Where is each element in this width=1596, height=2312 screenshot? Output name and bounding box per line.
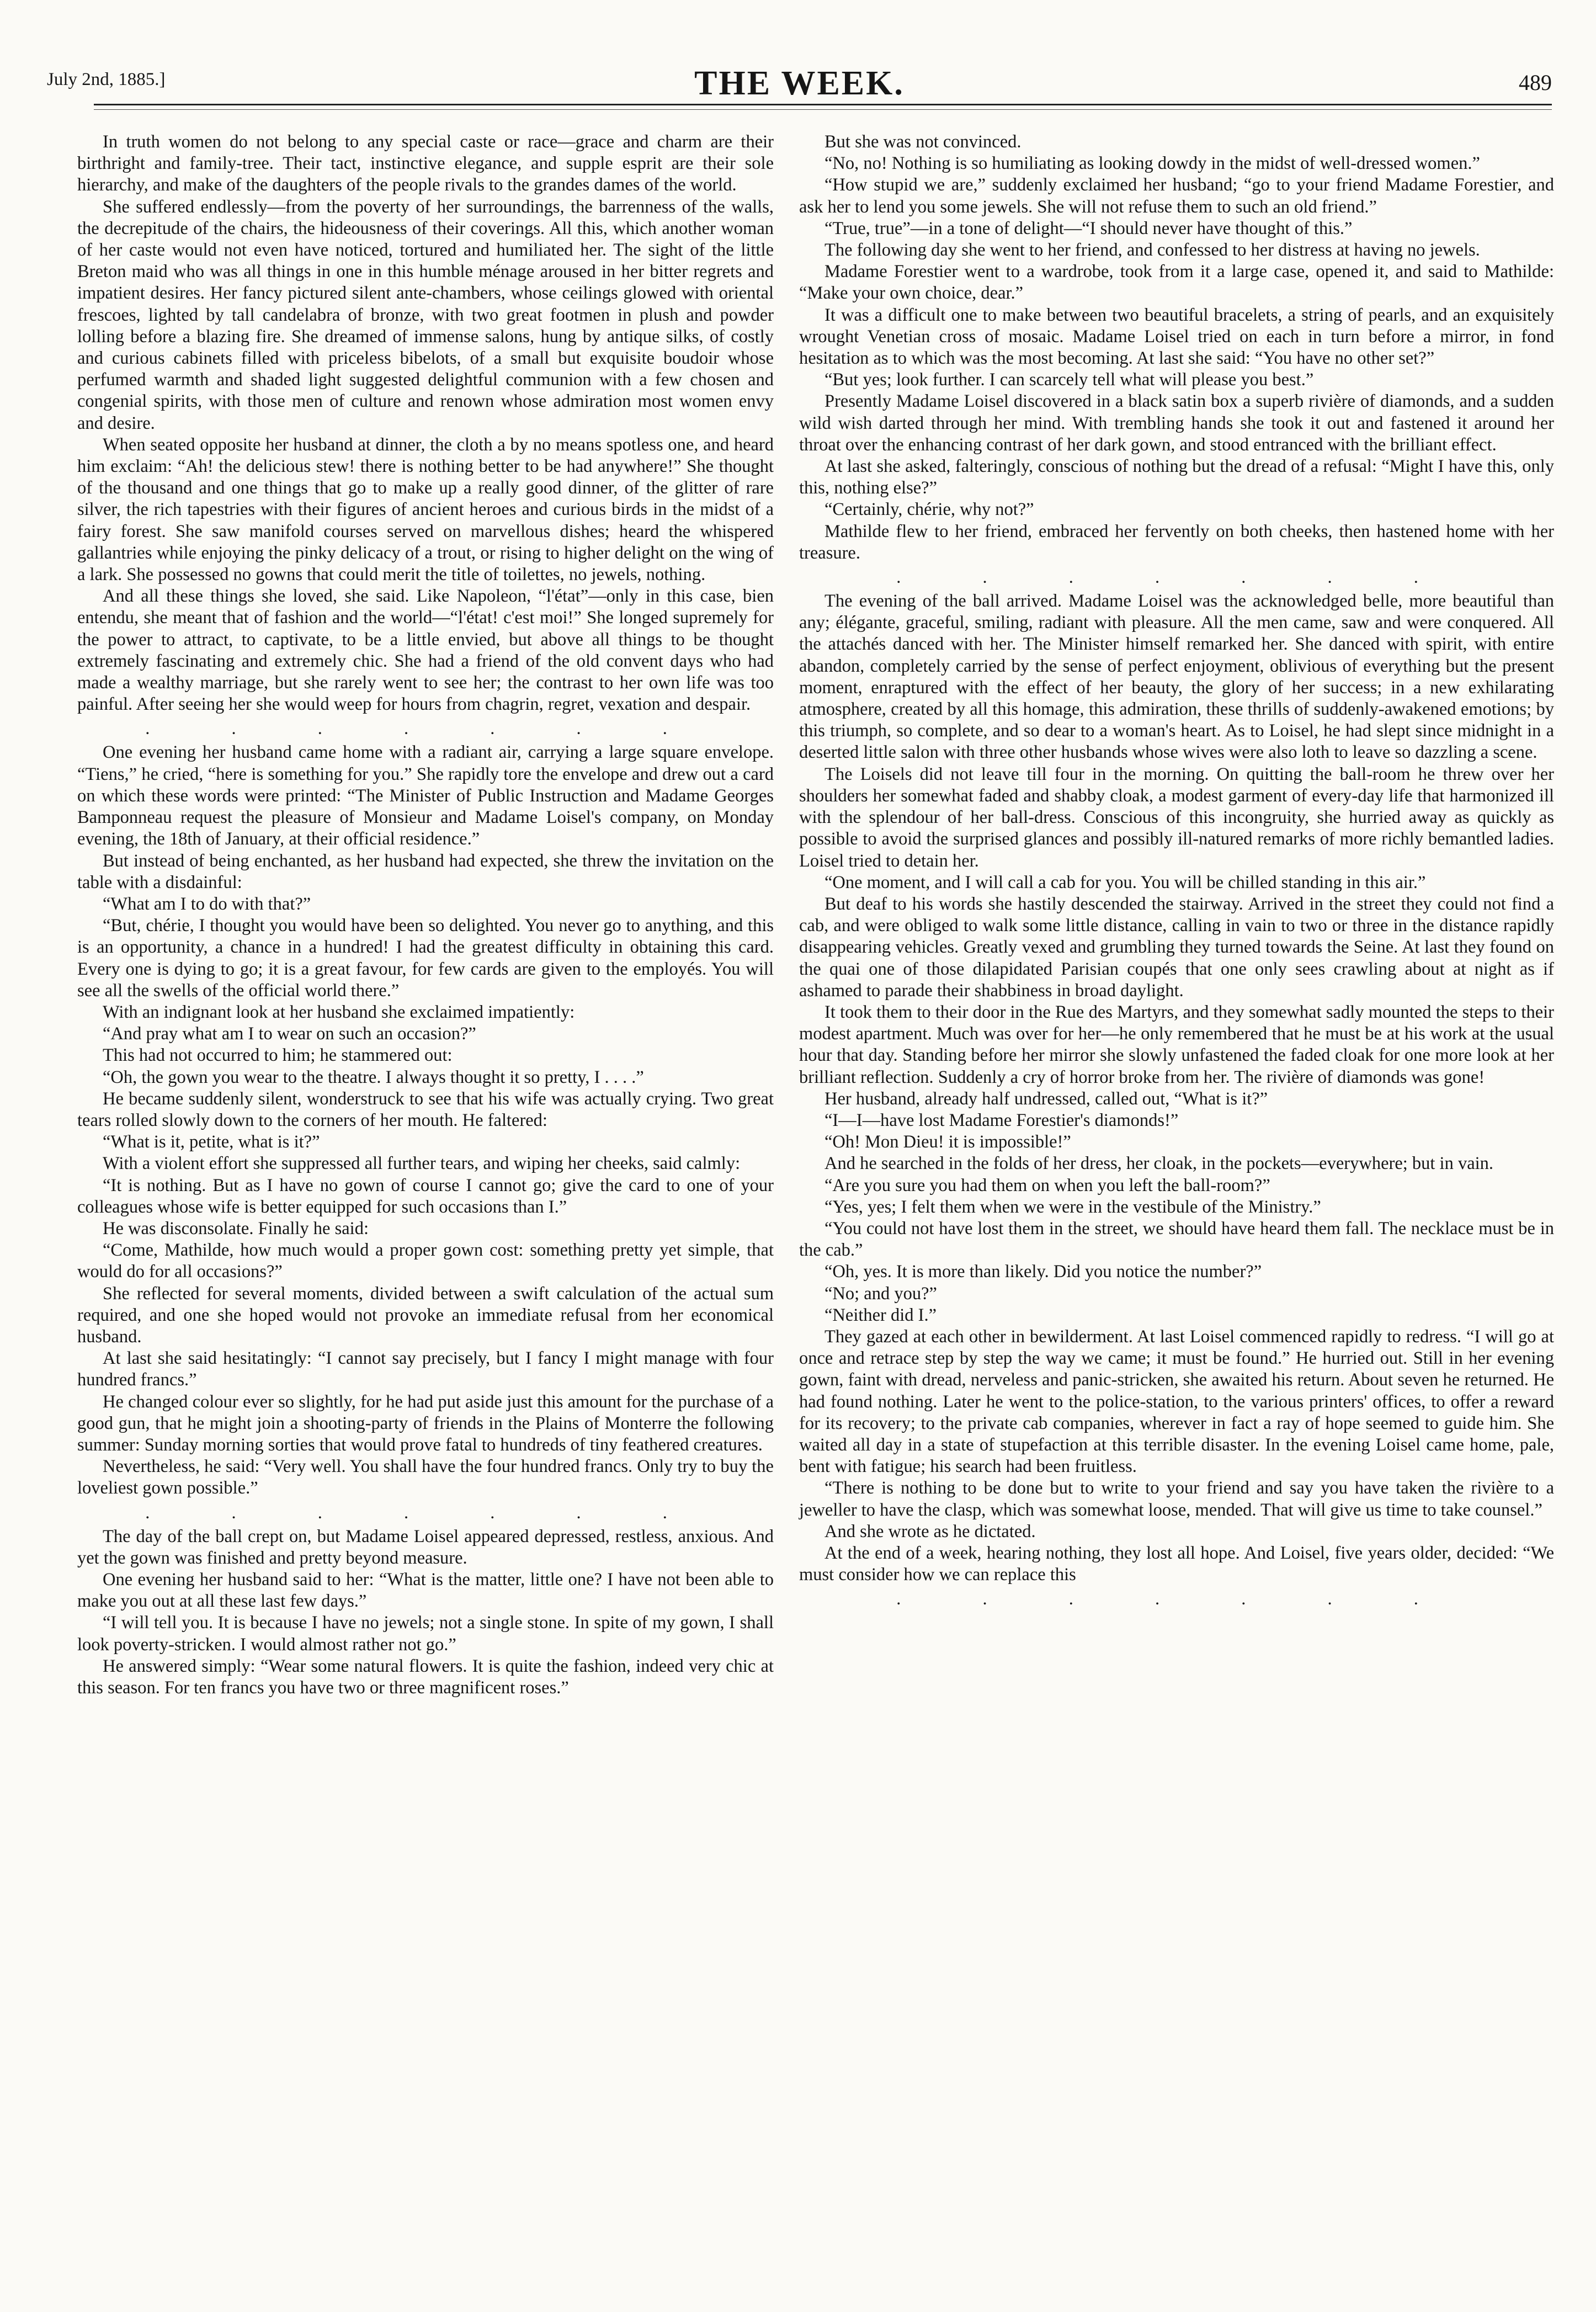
paragraph: One evening her husband said to her: “What is the matter, little one? I have not been able to make you out at all these last few days.” xyxy=(77,1570,774,1612)
paragraph: He changed colour ever so slightly, for he had put aside just this amount for the purchase of a good gun, that he might join a shooting-party of friends in the Plains of Monterre the following summer: Sunday morning sorties that would prove fatal to hundreds of tiny feathered creatures. xyxy=(77,1391,774,1455)
paragraph: “Oh, the gown you wear to the theatre. I always thought it so pretty, I . . . .” xyxy=(103,1067,644,1087)
header-rule xyxy=(94,104,1552,105)
paragraph: He became suddenly silent, wonderstruck to see that his wife was actually crying. Two great tears rolled slowly down to the corners of her mouth. He faltered: xyxy=(77,1088,774,1130)
section-break: . . . . . . . xyxy=(896,567,1457,588)
paragraph: Madame Forestier went to a wardrobe, took from it a large case, opened it, and said to Mathilde: “Make your own choice, dear.” xyxy=(799,262,1554,304)
paragraph: And all these things she loved, she said. Like Napoleon, “l'état”—only in this case, bien entendu, she meant that of fashion and the world—“l'état! c'est moi!” She longed supremely for the power to attract, to captivate, to be a little envied, but above all things to be thought extremely fascinating and extremely chic. She had a friend of the old convent days who had made a wealthy marriage, but she rarely went to see her; the contrast to her own life was too painful. After seeing her she would weep for hours from chagrin, regret, vexation and despair. xyxy=(77,586,774,715)
paragraph: Her husband, already half undressed, called out, “What is it?” xyxy=(824,1088,1268,1109)
paragraph: “How stupid we are,” suddenly exclaimed her husband; “go to your friend Madame Forestier, and ask her to lend you some jewels. She will not refuse them to such an old friend.” xyxy=(799,175,1554,217)
paragraph: “And pray what am I to wear on such an occasion?” xyxy=(103,1024,476,1044)
paragraph: “Oh, yes. It is more than likely. Did you notice the number?” xyxy=(824,1262,1262,1282)
section-break: . . . . . . . xyxy=(896,1589,1457,1609)
paragraph: The following day she went to her friend, and confessed to her distress at having no jewels. xyxy=(824,240,1480,261)
paragraph: She reflected for several moments, divided between a swift calculation of the actual sum required, and one she hoped would not provoke an immediate refusal from her economical husband. xyxy=(77,1283,774,1347)
paragraph: With a violent effort she suppressed all further tears, and wiping her cheeks, said calmly: xyxy=(103,1154,741,1174)
paragraph: “There is nothing to be done but to write to your friend and say you have taken the rivière to a jeweller to have the clasp, which was somewhat loose, mended. That will give us time to take counsel.” xyxy=(799,1478,1554,1520)
paragraph: At last she asked, falteringly, conscious of nothing but the dread of a refusal: “Might I have this, only this, nothing else?” xyxy=(799,456,1554,498)
paragraph: The Loisels did not leave till four in the morning. On quitting the ball-room he threw over her shoulders her somewhat faded and shabby cloak, a modest garment of every-day life that harmonized ill with the splendour of her ball-dress. Conscious of this incongruity, she hurried away as quickly as possible to avoid the surprised glances and possibly ill-natured remarks of more richly bemantled ladies. Loisel tried to detain her. xyxy=(799,764,1554,871)
paragraph: Nevertheless, he said: “Very well. You shall have the four hundred francs. Only try to buy the loveliest gown possible.” xyxy=(77,1457,774,1498)
paragraph: “Come, Mathilde, how much would a proper gown cost: something pretty yet simple, that would do for all occasions?” xyxy=(77,1240,774,1282)
paragraph: “True, true”—in a tone of delight—“I should never have thought of this.” xyxy=(824,218,1353,238)
paragraph: “No; and you?” xyxy=(824,1283,937,1304)
paragraph: “Certainly, chérie, why not?” xyxy=(824,499,1034,520)
paragraph: It was a difficult one to make between two beautiful bracelets, a string of pearls, and an exquisitely wrought Venetian cross of mosaic. Madame Loisel tried on each in turn before a mirror, in fond hesitation as to which was the most becoming. At last she said: “You have no other set?” xyxy=(799,305,1554,369)
paragraph: One evening her husband came home with a radiant air, carrying a large square envelope. “Tiens,” he cried, “here is something for you.” She rapidly tore the envelope and drew out a card on which these words were printed: “The Minister of Public Instruction and Madame Georges Bamponneau request the pleasure of Monsieur and Madame Loisel's company, on Monday evening, the 18th of January, at their official residence.” xyxy=(77,742,774,849)
paragraph: In truth women do not belong to any special caste or race—grace and charm are their birthright and family-tree. Their tact, instinctive elegance, and supple esprit are their sole hierarchy, and make of the daughters of the people rivals to the grandes dames of the world. xyxy=(77,132,774,195)
paragraph: “One moment, and I will call a cab for you. You will be chilled standing in this air.” xyxy=(824,872,1426,892)
paragraph: “You could not have lost them in the street, we should have heard them fall. The necklace must be in the cab.” xyxy=(799,1218,1554,1261)
section-break: . . . . . . . xyxy=(145,719,706,739)
paragraph: At last she said hesitatingly: “I cannot say precisely, but I fancy I might manage with four hundred francs.” xyxy=(77,1348,774,1390)
paragraph: Mathilde flew to her friend, embraced her fervently on both cheeks, then hastened home with her treasure. xyxy=(799,521,1554,563)
page-number: 489 xyxy=(1519,70,1552,95)
paragraph: But she was not convinced. xyxy=(824,132,1022,152)
paragraph: “Are you sure you had them on when you left the ball-room?” xyxy=(824,1175,1270,1195)
paragraph: “But, chérie, I thought you would have been so delighted. You never go to anything, and this is an opportunity, a chance in a hundred! I had the greatest difficulty in obtaining this card. Every one is dying to go; it is a great favour, for few cards are given to the employés. You will see all the swells of the official world there.” xyxy=(77,916,774,1001)
paragraph: This had not occurred to him; he stammered out: xyxy=(103,1045,453,1066)
paragraph: At the end of a week, hearing nothing, they lost all hope. And Loisel, five years older, decided: “We must consider how we can replace this xyxy=(799,1543,1554,1585)
masthead-title: THE WEEK. xyxy=(694,65,905,102)
paragraph: He was disconsolate. Finally he said: xyxy=(103,1218,369,1239)
paragraph: Presently Madame Loisel discovered in a black satin box a superb rivière of diamonds, and a sudden wild wish darted through her mind. With trembling hands she took it out and fastened it around her throat over the enhancing contrast of her dark gown, and stood entranced with the brilliant effect. xyxy=(799,391,1554,455)
paragraph: “But yes; look further. I can scarcely tell what will please you best.” xyxy=(824,370,1314,390)
section-break: . . . . . . . xyxy=(145,1502,706,1523)
paragraph: The day of the ball crept on, but Madame Loisel appeared depressed, restless, anxious. And yet the gown was finished and pretty beyond measure. xyxy=(77,1526,774,1568)
paragraph: It took them to their door in the Rue des Martyrs, and they somewhat sadly mounted the steps to their modest apartment. Much was over for her—he only remembered that he must be at his work at the usual hour that day. Standing before her mirror she slowly unfastened the faded cloak for one more look at her brilliant reflection. Suddenly a cry of horror broke from her. The rivière of diamonds was gone! xyxy=(799,1002,1554,1087)
paragraph: “It is nothing. But as I have no gown of course I cannot go; give the card to one of your colleagues whose wife is better equipped for such occasions than I.” xyxy=(77,1175,774,1217)
paragraph: But instead of being enchanted, as her husband had expected, she threw the invitation on the table with a disdainful: xyxy=(77,851,774,892)
issue-date: July 2nd, 1885.] xyxy=(47,70,166,89)
paragraph: “What am I to do with that?” xyxy=(103,894,311,914)
paragraph: She suffered endlessly—from the poverty of her surroundings, the barrenness of the walls, the decrepitude of the chairs, the hideousness of their coverings. All this, which another woman of her caste would not even have noticed, tortured and humiliated her. The sight of the little Breton maid who was all things in one in this humble ménage aroused in her bitter regrets and impatient desires. Her fancy pictured silent ante-chambers, whose ceilings glowed with oriental frescoes, lighted by tall candelabra of bronze, with two great footmen in plush and powder lolling before a blazing fire. She dreamed of immense salons, hung by antique silks, of costly and curious cabinets filled with priceless bibelots, of a small but exquisite boudoir whose perfumed warmth and shaded light suggested delightful communion with a few chosen and congenial spirits, with those men of culture and renown whose admiration most women envy and desire. xyxy=(77,196,774,433)
right-column xyxy=(799,131,1554,1612)
paragraph: “What is it, petite, what is it?” xyxy=(103,1132,320,1152)
paragraph: “I—I—have lost Madame Forestier's diamonds!” xyxy=(824,1110,1179,1130)
paragraph: “I will tell you. It is because I have no jewels; not a single stone. In spite of my gown, I shall look poverty-stricken. I would almost rather not go.” xyxy=(77,1613,774,1655)
paragraph: The evening of the ball arrived. Madame Loisel was the acknowledged belle, more beautiful than any; élégante, graceful, smiling, radiant with pleasure. All the men came, saw and were conquered. All the attachés danced with her. The Minister himself remarked her. She danced with spirit, with entire abandon, completely carried by the sense of perfect enjoyment, oblivious of everything but the present moment, enraptured with the effect of her beauty, the glory of her success; in a new exhilarating atmosphere, created by all this homage, this admiration, these thrills of suddenly-awakened emotions; by this triumph, so complete, and so dear to a woman's heart. As to Loisel, he had slept since midnight in a deserted little salon with three other husbands whose wives were also loth to leave so dazzling a scene. xyxy=(799,591,1554,763)
paragraph: “Oh! Mon Dieu! it is impossible!” xyxy=(824,1132,1071,1152)
header-rule-thin xyxy=(94,109,1552,110)
paragraph: “Neither did I.” xyxy=(824,1305,937,1325)
left-column xyxy=(77,131,774,1699)
page-header xyxy=(47,64,1552,103)
paragraph: When seated opposite her husband at dinner, the cloth a by no means spotless one, and heard him exclaim: “Ah! the delicious stew! there is nothing better to be had anywhere!” She thought of the thousand and one things that go to make up a really good dinner, of the glitter of rare silver, the rich tapestries with their figures of ancient heroes and curious birds in the midst of a fairy forest. She saw manifold courses served on marvellous dishes; heard the whispered gallantries while enjoying the pinky delicacy of a trout, or rising to higher delight on the wing of a lark. She possessed no gowns that could merit the title of toilettes, no jewels, nothing. xyxy=(77,434,774,585)
paragraph: “No, no! Nothing is so humiliating as looking dowdy in the midst of well-dressed women.” xyxy=(824,153,1480,174)
paragraph: “Yes, yes; I felt them when we were in the vestibule of the Ministry.” xyxy=(824,1197,1321,1217)
paragraph: They gazed at each other in bewilderment. At last Loisel commenced rapidly to redress. “I will go at once and retrace step by step the way we came; it must be found.” He hurried out. Still in her evening gown, faint with dread, nerveless and panic-stricken, she awaited his return. About seven he returned. He had found nothing. Later he went to the police-station, to the various printers' offices, to offer a reward for its recovery; to the private cab companies, wherever in fact a ray of hope seemed to guide him. She waited all day in a state of stupefaction at this terrible disaster. In the evening Loisel came home, pale, bent with fatigue; his search had been fruitless. xyxy=(799,1326,1554,1477)
paragraph: And he searched in the folds of her dress, her cloak, in the pockets—everywhere; but in vain. xyxy=(824,1154,1494,1174)
paragraph: But deaf to his words she hastily descended the stairway. Arrived in the street they could not find a cab, and were obliged to walk some little distance, calling in vain to two or three in the distance rapidly disappearing vehicles. Greatly vexed and grumbling they turned towards the Seine. At last they found on the quai one of those dilapidated Parisian coupés that one only sees crawling about at night as if ashamed to parade their shabbiness in broad daylight. xyxy=(799,894,1554,1001)
paragraph: He answered simply: “Wear some natural flowers. It is quite the fashion, indeed very chic at this season. For ten francs you have two or three magnificent roses.” xyxy=(77,1656,774,1698)
paragraph: With an indignant look at her husband she exclaimed impatiently: xyxy=(103,1002,575,1022)
paragraph: And she wrote as he dictated. xyxy=(824,1521,1036,1542)
